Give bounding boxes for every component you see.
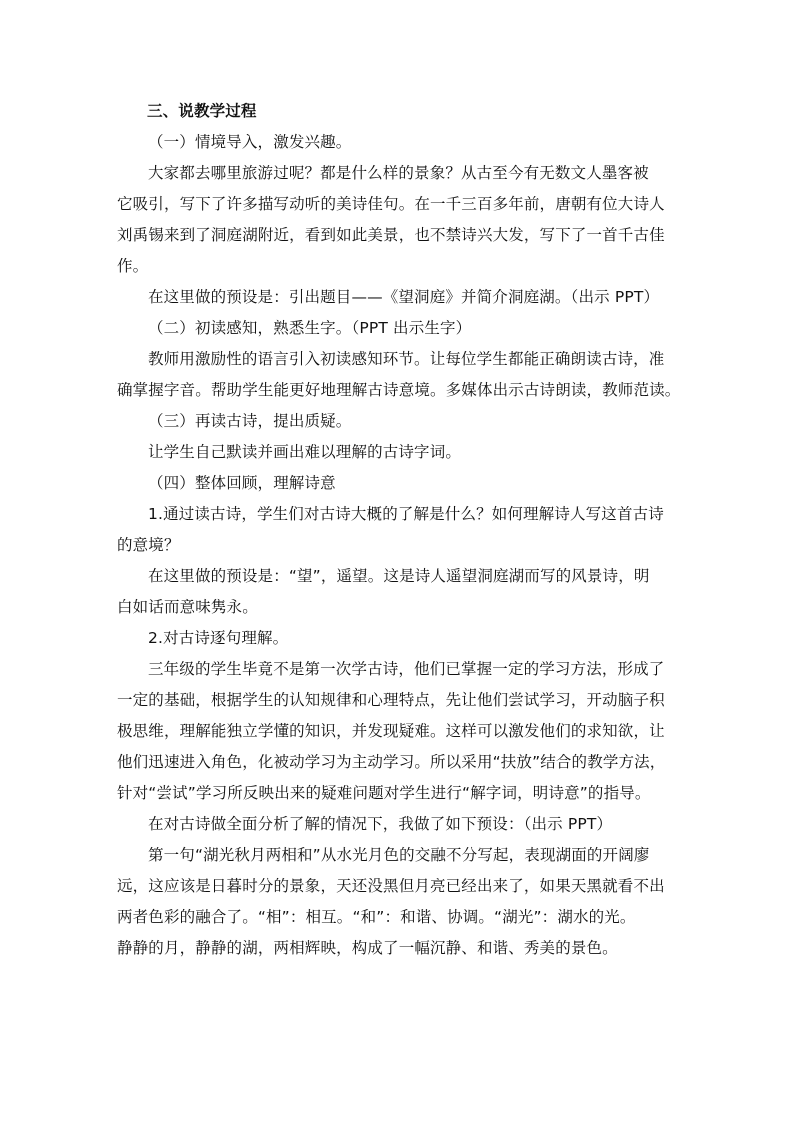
paragraph-line: 两者色彩的融合了。“相”：相互。“和”：和谐、协调。“湖光”：湖水的光。	[117, 908, 636, 926]
subheading-4: （四）整体回顾，理解诗意	[148, 474, 336, 492]
subheading-3: （三）再读古诗，提出质疑。	[148, 412, 352, 430]
paragraph-line: 远，这应该是日暮时分的景象，天还没黑但月亮已经出来了，如果天黑就看不出	[117, 877, 665, 895]
paragraph-line: 在这里做的预设是：引出题目——《望洞庭》并简介洞庭湖。（出示 PPT）	[148, 288, 660, 306]
paragraph-line: 他们迅速进入角色，化被动学习为主动学习。所以采用“扶放”结合的教学方法，	[117, 753, 666, 771]
section-heading: 三、说教学过程	[147, 102, 257, 120]
paragraph-line: 它吸引，写下了许多描写动听的美诗佳句。在一千三百多年前，唐朝有位大诗人	[117, 195, 665, 213]
paragraph-line: 三年级的学生毕竟不是第一次学古诗，他们已掌握一定的学习方法，形成了	[148, 660, 665, 678]
paragraph-line: 在对古诗做全面分析了解的情况下，我做了如下预设：（出示 PPT）	[148, 815, 613, 833]
paragraph-line: 让学生自己默读并画出难以理解的古诗字词。	[148, 443, 462, 461]
paragraph-line: 刘禹锡来到了洞庭湖附近，看到如此美景，也不禁诗兴大发，写下了一首千古佳	[117, 226, 665, 244]
document-body	[117, 96, 681, 964]
paragraph-line: 一定的基础，根据学生的认知规律和心理特点，先让他们尝试学习，开动脑子积	[117, 691, 665, 709]
paragraph-line: 确掌握字音。帮助学生能更好地理解古诗意境。多媒体出示古诗朗读，教师范读。	[117, 381, 681, 399]
paragraph-line: 教师用激励性的语言引入初读感知环节。让每位学生都能正确朗读古诗，准	[148, 350, 665, 368]
subheading-2: （二）初读感知，熟悉生字。（PPT 出示生字）	[148, 319, 472, 337]
paragraph-line: 的意境？	[117, 536, 180, 554]
paragraph-line: 大家都去哪里旅游过呢？都是什么样的景象？从古至今有无数文人墨客被	[148, 164, 649, 182]
numbered-item-2: 2.对古诗逐句理解。	[148, 629, 289, 647]
paragraph-line: 极思维，理解能独立学懂的知识，并发现疑难。这样可以激发他们的求知欲，让	[117, 722, 665, 740]
paragraph-line: 针对“尝试”学习所反映出来的疑难问题对学生进行“解字词，明诗意”的指导。	[117, 784, 651, 802]
paragraph-line: 在这里做的预设是：“望”，遥望。这是诗人遥望洞庭湖而写的风景诗，明	[148, 567, 650, 585]
paragraph-line: 静静的月，静静的湖，两相辉映，构成了一幅沉静、和谐、秀美的景色。	[117, 939, 618, 957]
numbered-item-1: 1.通过读古诗，学生们对古诗大概的了解是什么？如何理解诗人写这首古诗	[148, 505, 664, 523]
paragraph-line: 第一句“湖光秋月两相和”从水光月色的交融不分写起，表现湖面的开阔廖	[148, 846, 650, 864]
paragraph-line: 作。	[117, 257, 149, 275]
subheading-1: （一）情境导入，激发兴趣。	[148, 133, 352, 151]
paragraph-line: 白如话而意味隽永。	[117, 598, 258, 616]
